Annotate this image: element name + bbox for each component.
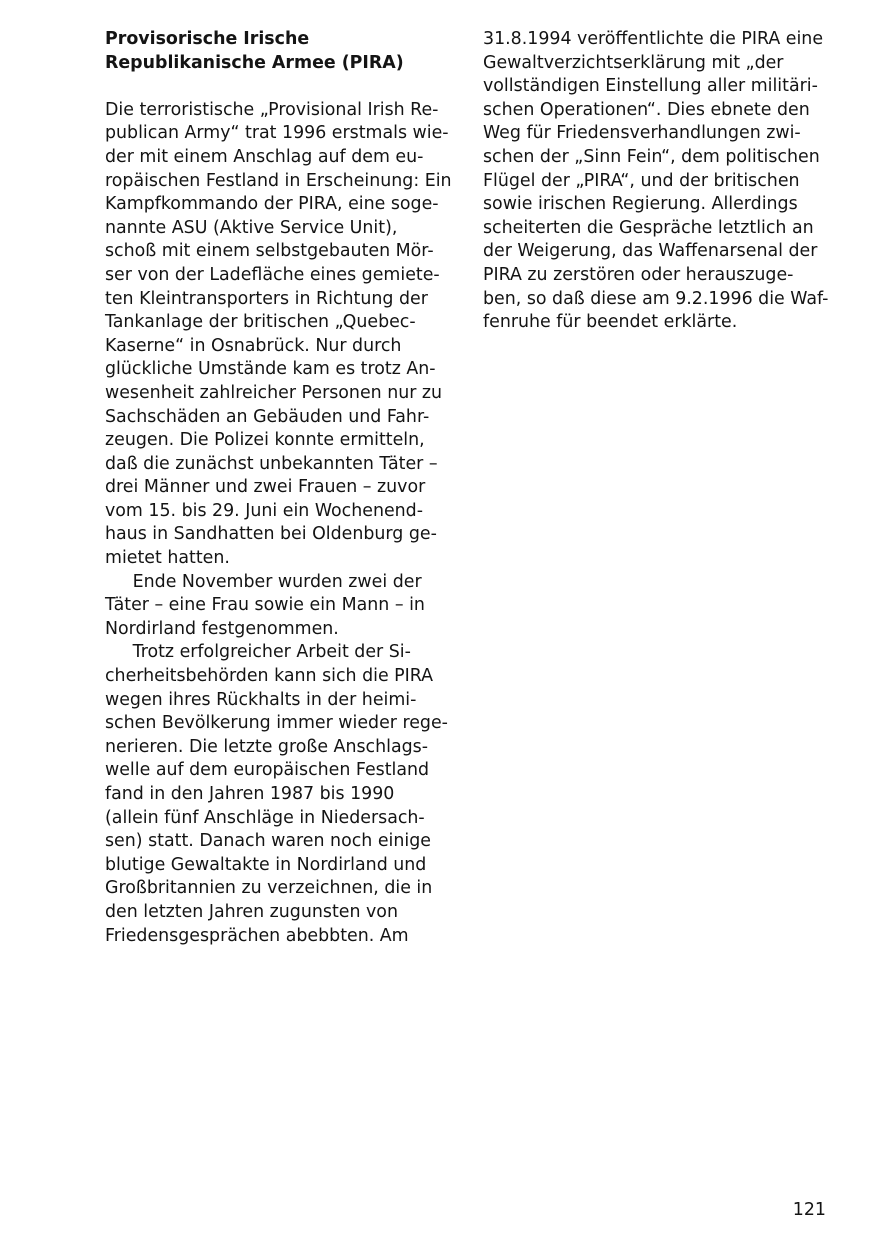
text-line: Die terroristische „Provisional Irish Re- xyxy=(105,99,439,120)
text-line: ten Kleintransporters in Richtung der xyxy=(105,288,428,309)
text-line: publican Army“ trat 1996 erstmals wie- xyxy=(105,123,449,144)
heading-line: Provisorische Irische xyxy=(105,29,310,49)
text-line: der mit einem Anschlag auf dem eu- xyxy=(105,146,424,167)
text-line: scheiterten die Gespräche letztlich an xyxy=(483,217,814,238)
left-column-body xyxy=(105,99,455,948)
text-line: welle auf dem europäischen Festland xyxy=(105,760,430,781)
text-line: Flügel der „PIRA“, und der britischen xyxy=(483,170,800,191)
text-line: ropäischen Festland in Erscheinung: Ein xyxy=(105,170,452,191)
text-line: cherheitsbehörden kann sich die PIRA xyxy=(105,666,434,687)
text-line: nannte ASU (Aktive Service Unit), xyxy=(105,217,398,238)
text-line: Trotz erfolgreicher Arbeit der Si- xyxy=(105,642,411,663)
text-line: Weg für Friedensverhandlungen zwi- xyxy=(483,123,801,144)
text-line: der Weigerung, das Waffenarsenal der xyxy=(483,241,818,262)
text-line: sen) statt. Danach waren noch einige xyxy=(105,831,431,852)
text-line: zeugen. Die Polizei konnte ermitteln, xyxy=(105,430,425,451)
text-line: Nordirland festgenommen. xyxy=(105,618,339,639)
text-line: Ende November wurden zwei der xyxy=(105,571,422,592)
text-line: fenruhe für beendet erklärte. xyxy=(483,312,738,333)
text-line: Großbritannien zu verzeichnen, die in xyxy=(105,878,433,899)
heading-line: Republikanische Armee (PIRA) xyxy=(105,52,404,73)
text-line: drei Männer und zwei Frauen – zuvor xyxy=(105,477,426,498)
section-heading xyxy=(105,28,455,75)
text-line: Gewaltverzichtserklärung mit „der xyxy=(483,52,784,73)
text-line: Friedensgesprächen abebbten. Am xyxy=(105,925,409,946)
text-line: fand in den Jahren 1987 bis 1990 xyxy=(105,784,395,804)
text-line: schen Operationen“. Dies ebnete den xyxy=(483,99,810,120)
text-line: vollständigen Einstellung aller militäri- xyxy=(483,76,818,97)
text-line: PIRA zu zerstören oder herauszuge- xyxy=(483,264,794,285)
text-line: schen Bevölkerung immer wieder rege- xyxy=(105,713,448,734)
text-line: den letzten Jahren zugunsten von xyxy=(105,901,398,922)
text-line: nerieren. Die letzte große Anschlags- xyxy=(105,736,428,757)
text-line: schoß mit einem selbstgebauten Mör- xyxy=(105,241,434,262)
text-line: haus in Sandhatten bei Oldenburg ge- xyxy=(105,524,437,545)
text-line: wegen ihres Rückhalts in der heimi- xyxy=(105,689,417,710)
heading-spacer xyxy=(105,75,455,99)
page-number: 121 xyxy=(792,1200,826,1220)
text-line: daß die zunächst unbekannten Täter – xyxy=(105,453,438,474)
text-line: glückliche Umstände kam es trotz An- xyxy=(105,359,436,380)
text-line: vom 15. bis 29. Juni ein Wochenend- xyxy=(105,500,423,521)
text-line: Tankanlage der britischen „Quebec- xyxy=(105,312,416,333)
text-line: ben, so daß diese am 9.2.1996 die Waf- xyxy=(483,288,829,309)
text-line: sowie irischen Regierung. Allerdings xyxy=(483,194,798,215)
right-column xyxy=(483,28,833,335)
text-line: Täter – eine Frau sowie ein Mann – in xyxy=(105,595,425,616)
text-line: schen der „Sinn Fein“, dem politischen xyxy=(483,146,820,167)
text-line: Sachschäden an Gebäuden und Fahr- xyxy=(105,406,430,427)
text-line: Kaserne“ in Osnabrück. Nur durch xyxy=(105,335,402,356)
text-line: wesenheit zahlreicher Personen nur zu xyxy=(105,382,443,403)
text-line: mietet hatten. xyxy=(105,548,230,569)
text-line: (allein fünf Anschläge in Niedersach- xyxy=(105,807,425,828)
text-line: ser von der Ladefläche eines gemiete- xyxy=(105,264,440,285)
text-line: blutige Gewaltakte in Nordirland und xyxy=(105,854,427,875)
text-line: Kampfkommando der PIRA, eine soge- xyxy=(105,194,439,215)
text-line: 31.8.1994 veröffentlichte die PIRA eine xyxy=(483,29,824,49)
left-column xyxy=(105,28,455,948)
